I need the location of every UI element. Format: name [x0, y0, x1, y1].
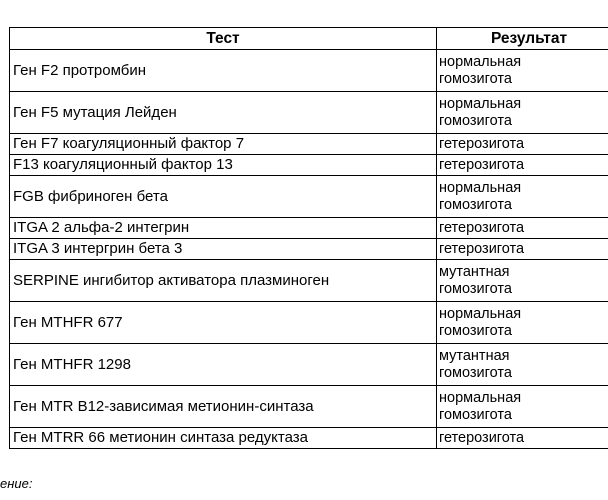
result-line: гомозигота: [439, 280, 512, 297]
column-header-result: Результат: [437, 28, 608, 50]
result-cell: [437, 218, 608, 239]
result-line: нормальная: [439, 179, 522, 196]
footnote-text: ение:: [0, 476, 33, 491]
table-row: [10, 239, 608, 260]
result-cell: [437, 50, 608, 92]
result-line: нормальная: [439, 389, 522, 406]
result-cell: [437, 92, 608, 134]
result-cell: [437, 155, 608, 176]
result-line: гетерозигота: [439, 156, 525, 173]
test-name-cell: Ген MTR B12-зависимая метионин-синтаза: [10, 386, 437, 428]
table-row: [10, 344, 608, 386]
table-row: [10, 428, 608, 449]
test-name-cell: FGB фибриноген бета: [10, 176, 437, 218]
table-row: [10, 155, 608, 176]
results-table: [9, 27, 608, 449]
result-line: мутантная: [439, 347, 510, 364]
result-line: гетерозигота: [439, 135, 525, 152]
result-line: нормальная: [439, 305, 522, 322]
table-row: [10, 176, 608, 218]
result-cell: [437, 134, 608, 155]
result-line: гетерозигота: [439, 240, 525, 257]
result-line: гомозигота: [439, 112, 512, 129]
result-line: гомозигота: [439, 364, 512, 381]
test-name-cell: Ген MTHFR 1298: [10, 344, 437, 386]
result-cell: [437, 428, 608, 449]
table-body: [10, 50, 608, 449]
test-name-cell: F13 коагуляционный фактор 13: [10, 155, 437, 176]
result-cell: [437, 386, 608, 428]
test-name-cell: Ген F7 коагуляционный фактор 7: [10, 134, 437, 155]
test-name-cell: Ген F5 мутация Лейден: [10, 92, 437, 134]
result-cell: [437, 344, 608, 386]
result-line: гомозигота: [439, 196, 512, 213]
table-row: [10, 302, 608, 344]
test-name-cell: Ген MTHFR 677: [10, 302, 437, 344]
test-name-cell: ITGA 2 альфа-2 интегрин: [10, 218, 437, 239]
table-row: [10, 260, 608, 302]
result-line: гетерозигота: [439, 219, 525, 236]
result-line: нормальная: [439, 95, 522, 112]
test-name-cell: Ген MTRR 66 метионин синтаза редуктаза: [10, 428, 437, 449]
table-row: [10, 50, 608, 92]
result-line: гомозигота: [439, 70, 512, 87]
test-name-cell: ITGA 3 интергрин бета 3: [10, 239, 437, 260]
table-row: [10, 386, 608, 428]
result-cell: [437, 239, 608, 260]
table-row: [10, 92, 608, 134]
test-name-cell: Ген F2 протромбин: [10, 50, 437, 92]
result-line: гетерозигота: [439, 429, 525, 446]
result-cell: [437, 260, 608, 302]
table-row: [10, 134, 608, 155]
result-cell: [437, 176, 608, 218]
table-header-row: [10, 28, 608, 50]
result-line: нормальная: [439, 53, 522, 70]
result-line: мутантная: [439, 263, 510, 280]
result-line: гомозигота: [439, 406, 512, 423]
result-cell: [437, 302, 608, 344]
table-row: [10, 218, 608, 239]
test-name-cell: SERPINE ингибитор активатора плазминоген: [10, 260, 437, 302]
column-header-test: Тест: [10, 28, 437, 50]
result-line: гомозигота: [439, 322, 512, 339]
